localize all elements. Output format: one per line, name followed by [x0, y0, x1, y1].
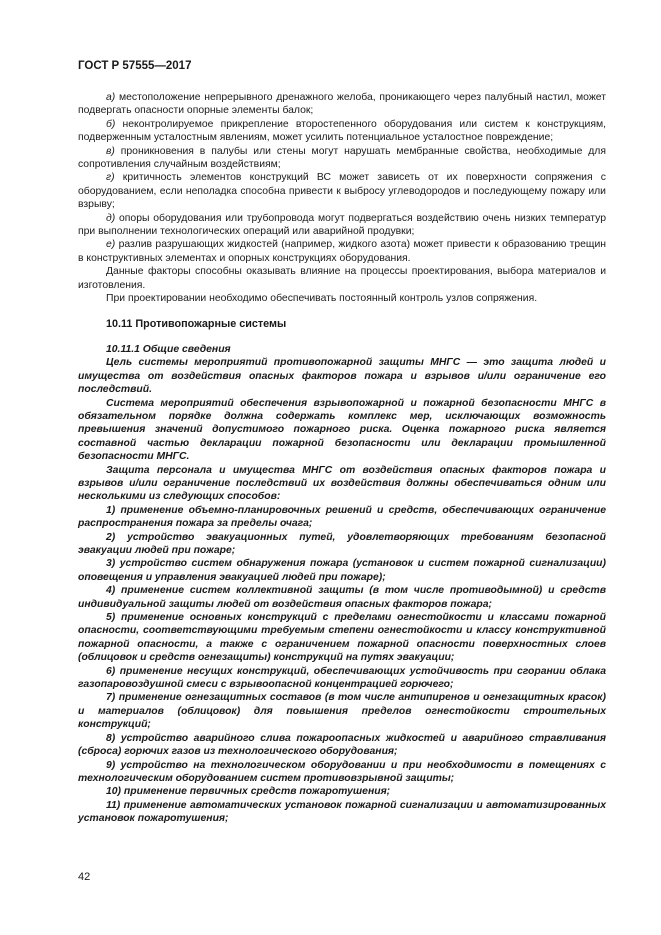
list-item-g [78, 171, 606, 211]
paragraph-control: При проектировании необходимо обеспечивать постоянный контроль узлов сопряжения. [106, 293, 538, 305]
list-marker: г) [106, 172, 115, 184]
method-item: 8) устройство аварийного слива пожароопасных жидкостей и аварийного стравливания (сброса) горючих газов из технологического оборудования; [78, 732, 606, 758]
paragraph-protection: Защита персонала и имущества МНГС от воздействия опасных факторов пожара и взрывов и/или ограничение последствий их воздействия должны обеспечиваться одним или несколькими из следующих способов: [78, 464, 606, 503]
method-item: 10) применение первичных средств пожаротушения; [106, 786, 391, 798]
list-text: разлив разрушающих жидкостей (например, жидкого азота) может привести к образованию трещин в конструктивных элементах и опорных конструкциях оборудования. [78, 239, 606, 264]
list-item-v [78, 145, 606, 172]
list-marker: д) [106, 212, 116, 224]
list-marker: б) [106, 118, 116, 130]
list-marker: е) [106, 239, 116, 251]
list-text: проникновения в палубы или стены могут нарушать мембранные свойства, необходимые для сопротивления случайным воздействиям; [78, 145, 606, 171]
method-item: 2) устройство эвакуационных путей, удовлетворяющих требованиям безопасной эвакуации людей при пожаре; [78, 531, 606, 556]
document-body [78, 91, 606, 826]
document-header: ГОСТ Р 57555—2017 [78, 60, 192, 72]
paragraph-goal: Цель системы мероприятий противопожарной защиты МНГС — это защита людей и имущества от воздействия опасных факторов пожара и взрывов и/или ограничение его последствий. [78, 357, 606, 396]
subsection-title: 10.11.1 Общие сведения [106, 343, 231, 355]
list-text: опоры оборудования или трубопровода могут подвергаться воздействию очень низких температур при выполнении технологических операций или аварийной продувки; [78, 212, 606, 238]
method-item: 6) применение несущих конструкций, обеспечивающих устойчивость при сгорании облака газопаровоздушной смеси с взрывоопасной концентрацией горючего; [78, 665, 606, 691]
method-item: 1) применение объемно-планировочных решений и средств, обеспечивающих ограничение распространения пожара за пределы очага; [78, 504, 606, 530]
method-item: 7) применение огнезащитных составов (в том числе антипиренов и огнезащитных красок) и материалов (облицовок) для повышения пределов огнестойкости строительных конструкций; [78, 692, 606, 731]
list-item-a [78, 91, 606, 118]
section-title: 10.11 Противопожарные системы [106, 317, 287, 330]
paragraph-factors: Данные факторы способны оказывать влияние на процессы проектирования, выбора материалов и изготовления. [78, 266, 606, 291]
list-text: местоположение непрерывного дренажного желоба, проникающего через палубный настил, может подвергать опасности опорные элементы балок; [78, 92, 606, 117]
method-item: 4) применение систем коллективной защиты (в том числе противодымной) и средств индивидуальной защиты людей от воздействия опасных факторов пожара; [78, 585, 606, 610]
list-text: критичность элементов конструкций ВС может зависеть от их поверхности сопряжения с оборудованием, если неполадка способна привести к выбросу углеводородов и последующему пожару или взрыву; [78, 172, 606, 211]
list-item-b [78, 118, 606, 145]
list-text: неконтролируемое прикрепление второстепенного оборудования или систем к конструкциям, подверженным усталостным явлениям, может усилить потенциальное усталостное повреждение; [78, 118, 606, 144]
method-item: 11) применение автоматических установок пожарной сигнализации и автоматизированных установок пожаротушения; [78, 799, 606, 825]
list-item-e [78, 238, 606, 265]
method-item: 5) применение основных конструкций с пределами огнестойкости и классами пожарной опасности, соответствующими требуемым степени огнестойкости и классу конструктивной пожарной опасности, а также с ограничением пожарной опасности поверхностных слоев (облицовок и средств огнезащиты) конструкций на путях эвакуации; [78, 612, 606, 664]
method-item: 9) устройство на технологическом оборудовании и при необходимости в помещениях с технологическим оборудованием систем противовзрывной защиты; [78, 759, 606, 784]
list-item-d [78, 212, 606, 239]
list-marker: в) [106, 145, 115, 157]
paragraph-system: Система мероприятий обеспечения взрывопожарной и пожарной безопасности МНГС в обязательном порядке должна содержать комплекс мер, исключающих возможность превышения значений допустимого пожарного риска. Оценка пожарного риска является составной частью декларации пожарной безопасности или декларации промышленной безопасности МНГС. [78, 397, 606, 463]
method-item: 3) устройство систем обнаружения пожара (установок и систем пожарной сигнализации) оповещения и управления эвакуацией людей при пожаре); [78, 558, 606, 583]
page-number: 42 [78, 871, 91, 883]
list-marker: а) [106, 92, 116, 103]
